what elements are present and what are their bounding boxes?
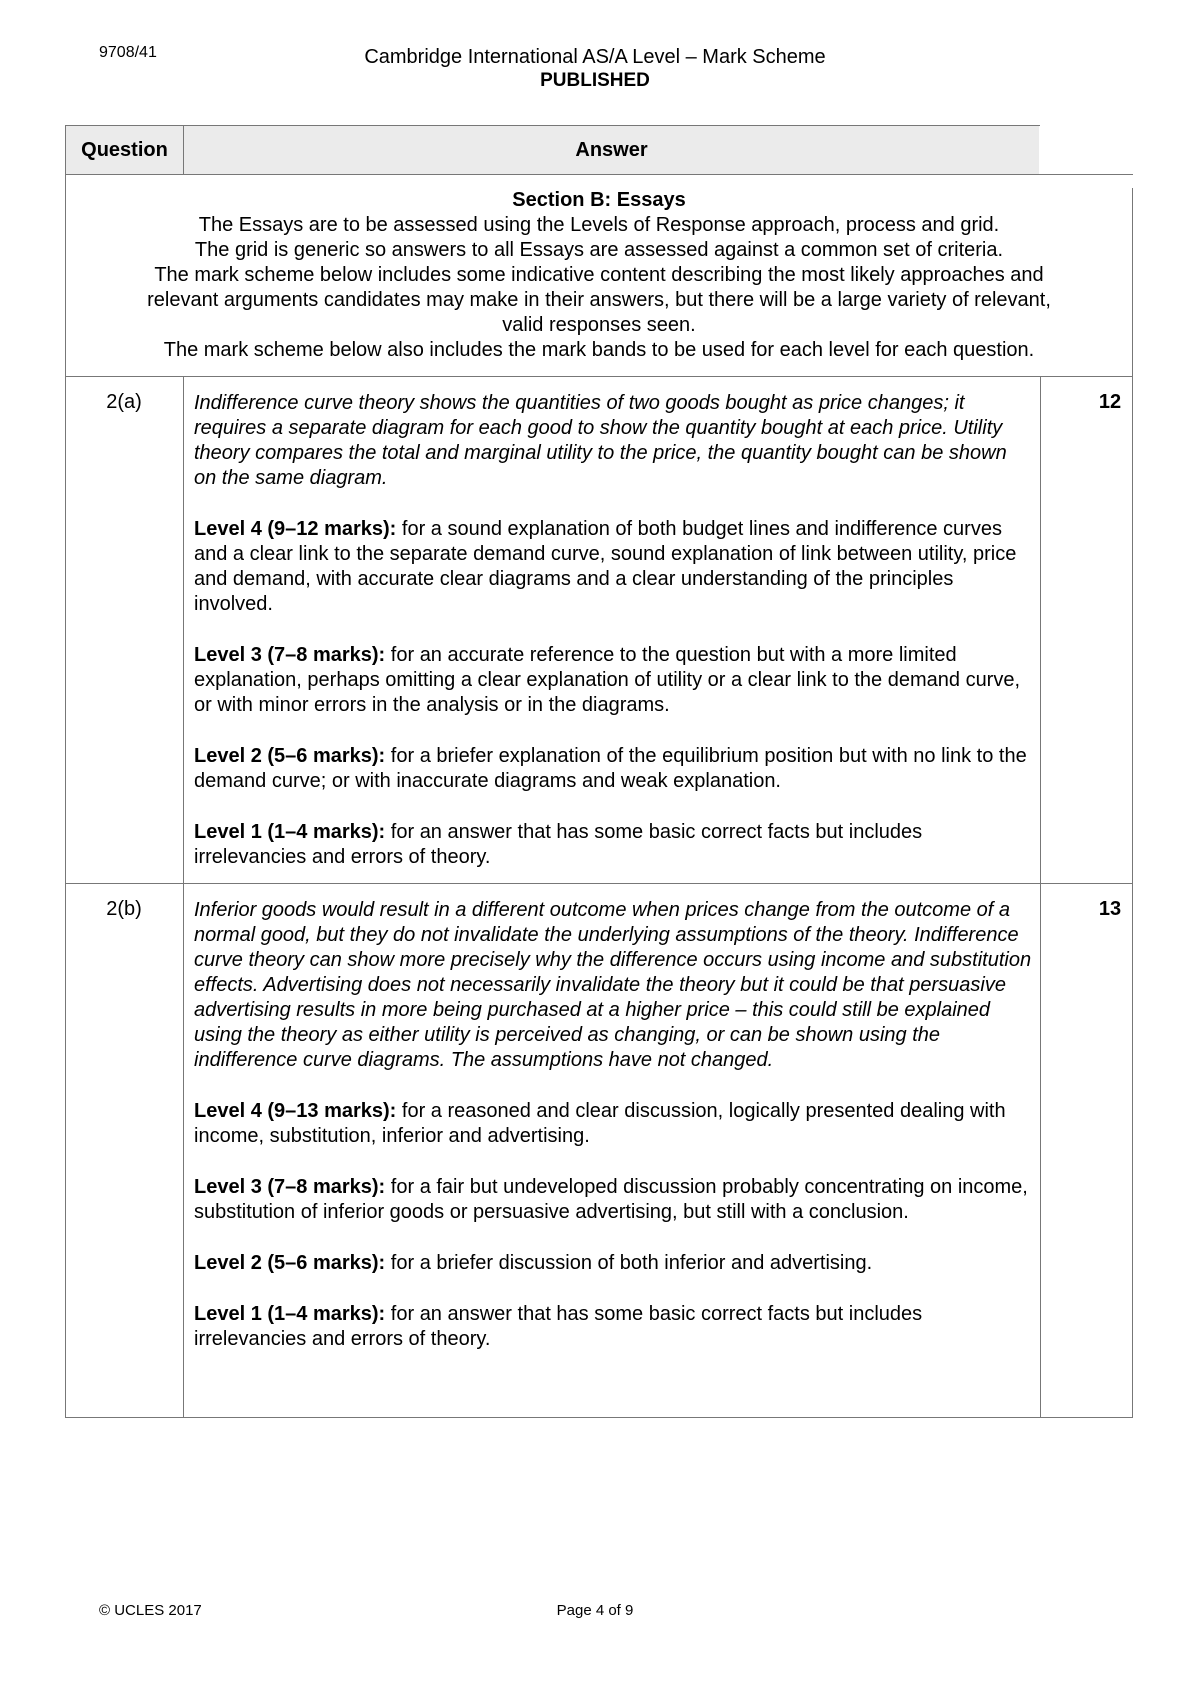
marks-value: 13 (1098, 898, 1122, 920)
level-descriptor (194, 820, 1034, 870)
document-title: Cambridge International AS/A Level – Mark Scheme (364, 46, 826, 68)
section-line: The grid is generic so answers to all Essays are assessed against a common set of criteria. (194, 239, 1004, 261)
level-label: Level 4 (9–12 marks): (194, 518, 397, 540)
level-label: Level 1 (1–4 marks): (194, 821, 386, 843)
level-label: Level 1 (1–4 marks): (194, 1303, 386, 1325)
page-number: Page 4 of 9 (556, 1602, 634, 1619)
section-line: relevant arguments candidates may make in their answers, but there will be a large variety of relevant, (147, 289, 1051, 311)
level-label: Level 2 (5–6 marks): (194, 745, 386, 767)
level-descriptor (194, 1099, 1034, 1149)
column-header-question: Question (66, 126, 183, 174)
question-number: 2(b) (106, 898, 142, 920)
level-text: for an accurate reference to the question but with a more limited explanation, perhaps omitting a clear explanation of utility or a clear link to the demand curve, or with minor errors in the analysis or in the diagrams. (194, 644, 1021, 716)
copyright-notice: © UCLES 2017 (99, 1602, 202, 1619)
level-descriptor (194, 1251, 1034, 1276)
section-intro (65, 188, 1133, 363)
level-descriptor (194, 744, 1034, 794)
level-text: for an answer that has some basic correct facts but includes irrelevancies and errors of theory. (194, 821, 923, 868)
marks-value: 12 (1098, 391, 1122, 413)
section-title: Section B: Essays (512, 189, 686, 211)
level-descriptor (194, 643, 1034, 718)
section-line: The Essays are to be assessed using the Levels of Response approach, process and grid. (198, 214, 1000, 236)
answer-content (194, 391, 1034, 896)
question-number: 2(a) (106, 391, 142, 413)
page-header (0, 44, 1190, 92)
level-label: Level 4 (9–13 marks): (194, 1100, 397, 1122)
level-label: Level 3 (7–8 marks): (194, 644, 386, 666)
indicative-content: Indifference curve theory shows the quantities of two goods bought as price changes; it requires a separate diagram for each good to show the quantity bought at each price. Utility theory compares the total and marginal utility to the price, the quantity bought can be shown on the same diagram. (194, 392, 1007, 489)
level-text: for a sound explanation of both budget lines and indifference curves and a clear link to the separate demand curve, sound explanation of link between utility, price and demand, with accurate clear diagrams and a clear understanding of the principles involved. (194, 518, 1017, 615)
section-line: valid responses seen. (502, 314, 696, 336)
level-text: for a fair but undeveloped discussion probably concentrating on income, substitution of inferior goods or persuasive advertising, but still with a conclusion. (194, 1176, 1028, 1223)
section-line: The mark scheme below includes some indicative content describing the most likely approaches and (154, 264, 1044, 286)
level-text: for a briefer discussion of both inferior and advertising. (385, 1252, 873, 1274)
section-line: The mark scheme below also includes the mark bands to be used for each level for each question. (163, 339, 1035, 361)
level-descriptor (194, 1175, 1034, 1225)
level-descriptor (194, 517, 1034, 617)
level-text: for a reasoned and clear discussion, logically presented dealing with income, substitution, inferior and advertising. (194, 1100, 1006, 1147)
paper-code: 9708/41 (99, 44, 157, 61)
level-label: Level 3 (7–8 marks): (194, 1176, 386, 1198)
column-header-answer: Answer (184, 126, 1039, 174)
indicative-content: Inferior goods would result in a different outcome when prices change from the outcome of a normal good, but they do not invalidate the underlying assumptions of the theory. Indifference curve theory can show more precisely why the difference occurs using income and substitution effects. Advertising does not necessarily invalidate the theory but it could be that persuasive advertising results in more being purchased at a higher price – this could still be explained using the theory as either utility is perceived as changing, or can be shown using the indifference curve diagrams. The assumptions have not changed. (194, 899, 1032, 1071)
level-text: for a briefer explanation of the equilibrium position but with no link to the demand curve; or with inaccurate diagrams and weak explanation. (194, 745, 1027, 792)
answer-content (194, 898, 1034, 1378)
level-text: for an answer that has some basic correct facts but includes irrelevancies and errors of theory. (194, 1303, 923, 1350)
publication-status: PUBLISHED (540, 70, 650, 91)
level-descriptor (194, 1302, 1034, 1352)
level-label: Level 2 (5–6 marks): (194, 1252, 386, 1274)
